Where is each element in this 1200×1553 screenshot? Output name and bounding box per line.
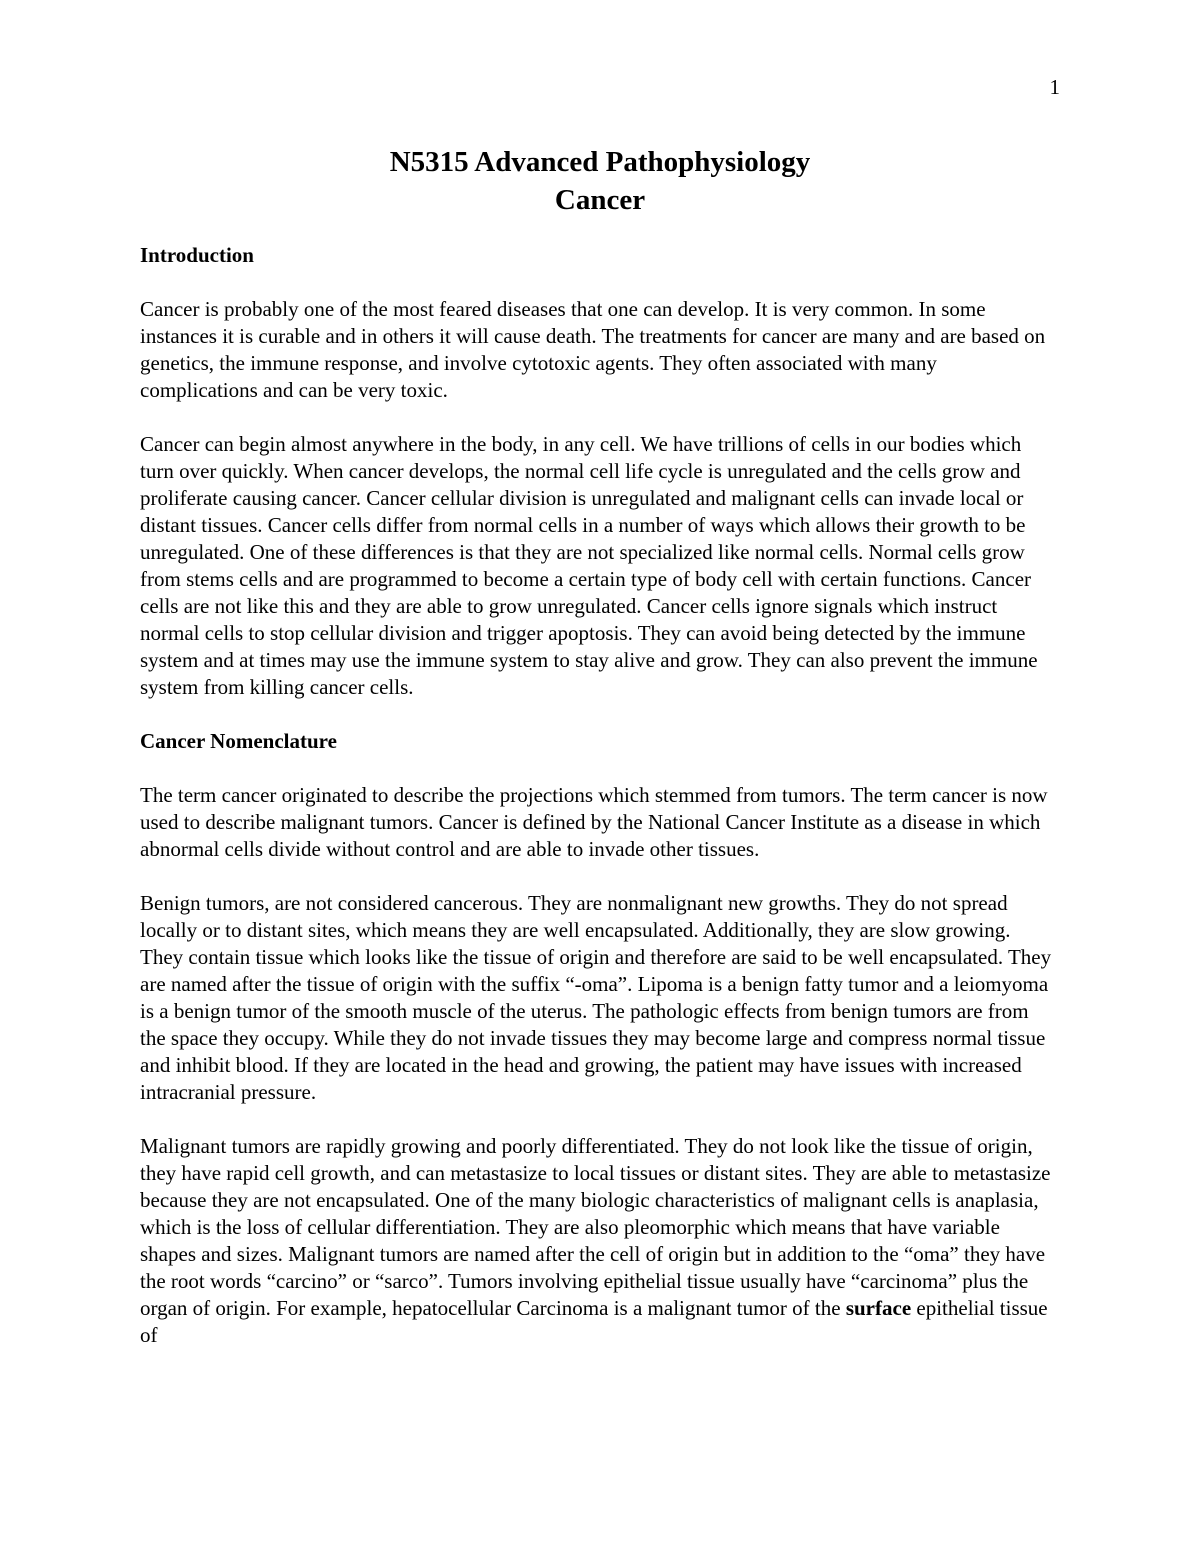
introduction-paragraph-1: Cancer is probably one of the most feared diseases that one can develop. It is very common. In some instances it is curable and in others it will cause death. The treatments for cancer are many and are based on genetics, the immune response, and involve cytotoxic agents. They often associated with many complications and can be very toxic. xyxy=(140,297,1046,402)
section-heading-nomenclature: Cancer Nomenclature xyxy=(140,729,337,753)
document-title xyxy=(140,143,1060,219)
nomenclature-paragraph-1: The term cancer originated to describe the projections which stemmed from tumors. The term cancer is now used to describe malignant tumors. Cancer is defined by the National Cancer Institute as a disease in which abnormal cells divide without control and are able to invade other tissues. xyxy=(140,783,1048,861)
document-body xyxy=(140,242,1055,1349)
section-heading-introduction: Introduction xyxy=(140,243,254,267)
page-number: 1 xyxy=(1049,75,1060,99)
paragraph-3-emphasis: surface xyxy=(845,1296,912,1320)
paragraph-3-text-a: Malignant tumors are rapidly growing and poorly differentiated. They do not look like the tissue of origin, they have rapid cell growth, and can metastasize to local tissues or distant sites. They are able to metastasize because they are not encapsulated. One of the many biologic characteristics of malignant cells is anaplasia, which is the loss of cellular differentiation. They are also pleomorphic which means that have variable shapes and sizes. Malignant tumors are named after the cell of origin but in addition to the “oma” they have the root words “carcino” or “sarco”. Tumors involving epithelial tissue usually have “carcinoma” plus the organ of origin. For example, hepatocellular Carcinoma is a malignant tumor of the xyxy=(140,1134,1051,1320)
nomenclature-paragraph-2: Benign tumors, are not considered cancerous. They are nonmalignant new growths. They do not spread locally or to distant sites, which means they are well encapsulated. Additionally, they are slow growing. They contain tissue which looks like the tissue of origin and therefore are said to be well encapsulated. They are named after the tissue of origin with the suffix “-oma”. Lipoma is a benign fatty tumor and a leiomyoma is a benign tumor of the smooth muscle of the uterus. The pathologic effects from benign tumors are from the space they occupy. While they do not invade tissues they may become large and compress normal tissue and inhibit blood. If they are located in the head and growing, the patient may have issues with increased intracranial pressure. xyxy=(140,891,1052,1104)
title-course: N5315 Advanced Pathophysiology xyxy=(389,146,811,178)
title-topic: Cancer xyxy=(554,184,646,216)
nomenclature-paragraph-3 xyxy=(140,1133,1055,1349)
paragraph-3-text-b: epithelial tissue of xyxy=(140,1296,1048,1347)
introduction-paragraph-2: Cancer can begin almost anywhere in the body, in any cell. We have trillions of cells in our bodies which turn over quickly. When cancer develops, the normal cell life cycle is unregulated and the cells grow and proliferate causing cancer. Cancer cellular division is unregulated and malignant cells can invade local or distant tissues. Cancer cells differ from normal cells in a number of ways which allows their growth to be unregulated. One of these differences is that they are not specialized like normal cells. Normal cells grow from stems cells and are programmed to become a certain type of body cell with certain functions. Cancer cells are not like this and they are able to grow unregulated. Cancer cells ignore signals which instruct normal cells to stop cellular division and trigger apoptosis. They can avoid being detected by the immune system and at times may use the immune system to stay alive and grow. They can also prevent the immune system from killing cancer cells. xyxy=(140,432,1038,699)
